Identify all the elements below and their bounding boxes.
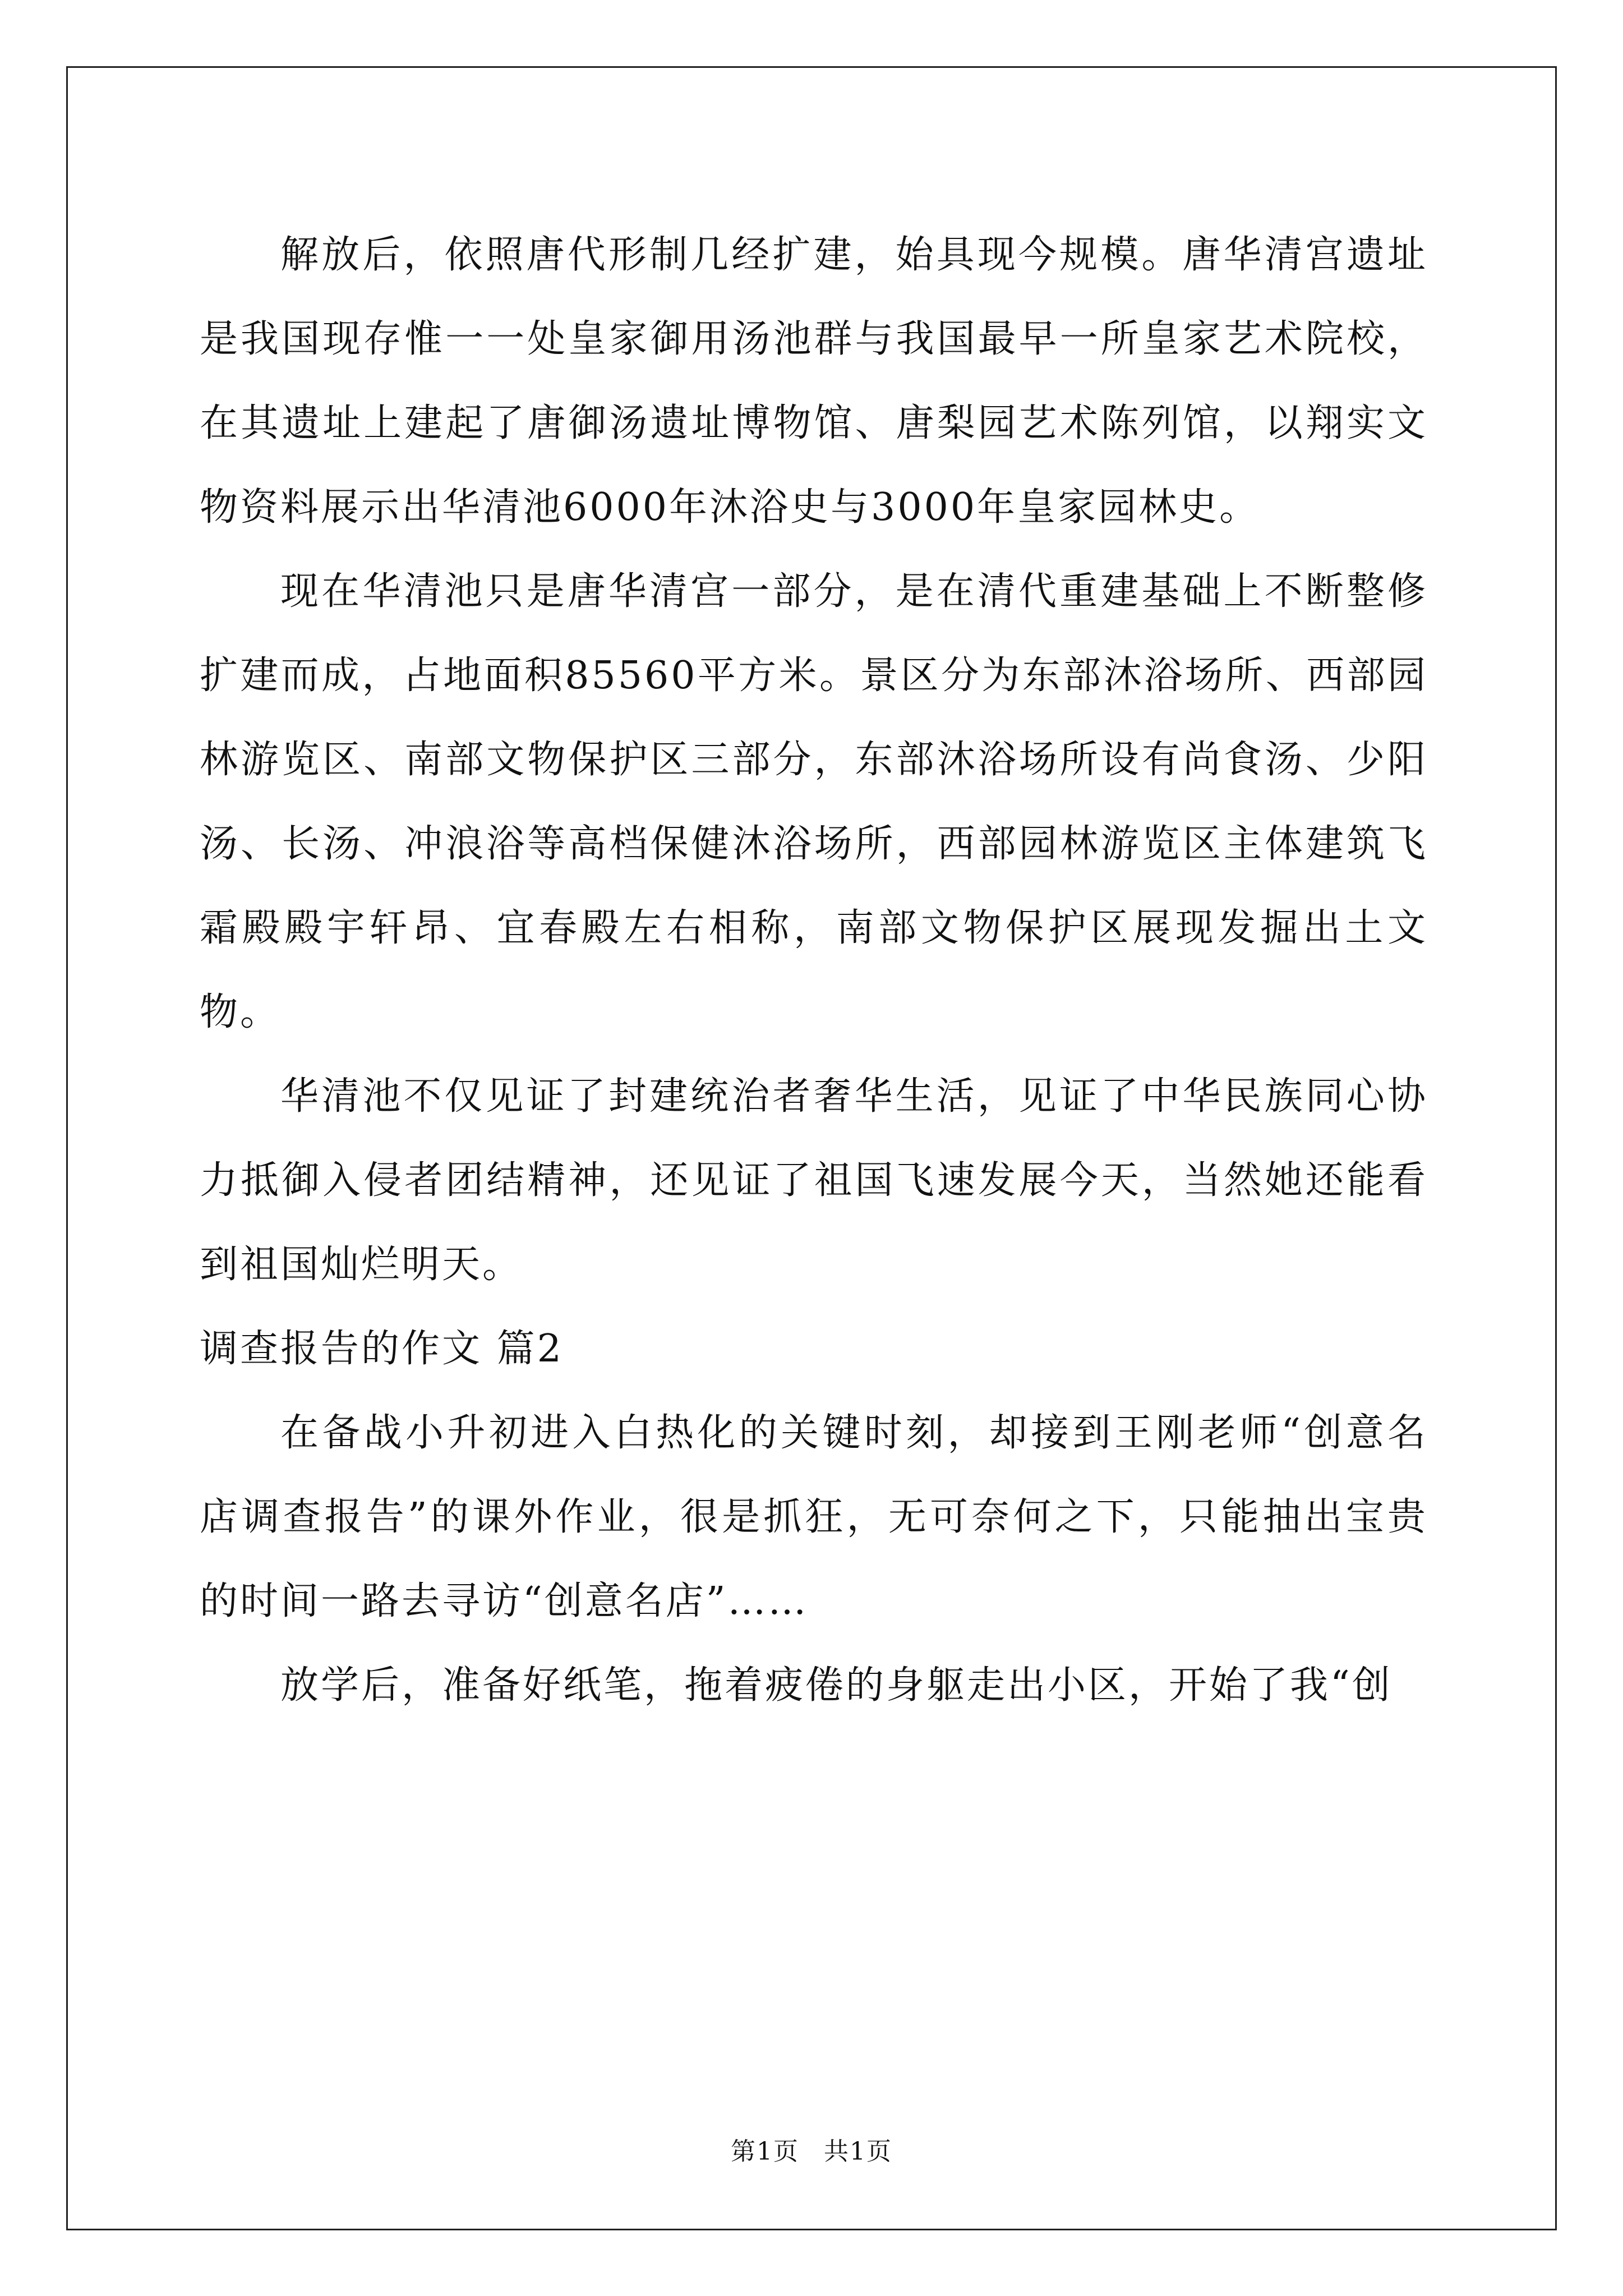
page-number: 第1页 [731, 2137, 799, 2166]
paragraph-3: 华清池不仅见证了封建统治者奢华生活，见证了中华民族同心协力抵御入侵者团结精神，还见证了祖国飞速发展今天，当然她还能看到祖国灿烂明天。 [200, 1074, 1428, 1287]
document-body [200, 213, 1428, 1728]
paragraph-1: 解放后，依照唐代形制几经扩建，始具现今规模。唐华清宫遗址是我国现存惟一一处皇家御用汤池群与我国最早一所皇家艺术院校，在其遗址上建起了唐御汤遗址博物馆、唐梨园艺术陈列馆，以翔实文物资料展示出华清池6000年沐浴史与3000年皇家园林史。 [200, 233, 1428, 530]
paragraph-2: 现在华清池只是唐华清宫一部分，是在清代重建基础上不断整修扩建而成，占地面积85560平方米。景区分为东部沐浴场所、西部园林游览区、南部文物保护区三部分，东部沐浴场所设有尚食汤、少阳汤、长汤、冲浪浴等高档保健沐浴场所，西部园林游览区主体建筑飞霜殿殿宇轩昂、宜春殿左右相称，南部文物保护区展现发掘出土文物。 [200, 569, 1428, 1034]
section-heading: 调查报告的作文 篇2 [200, 1327, 564, 1371]
paragraph-4: 在备战小升初进入白热化的关键时刻，却接到王刚老师“创意名店调查报告”的课外作业，很是抓狂，无可奈何之下，只能抽出宝贵的时间一路去寻访“创意名店”…… [200, 1411, 1428, 1623]
paragraph-5: 放学后，准备好纸笔，拖着疲倦的身躯走出小区，开始了我“创 [280, 1663, 1393, 1708]
page-total: 共1页 [824, 2137, 892, 2166]
page-footer [0, 2135, 1623, 2169]
